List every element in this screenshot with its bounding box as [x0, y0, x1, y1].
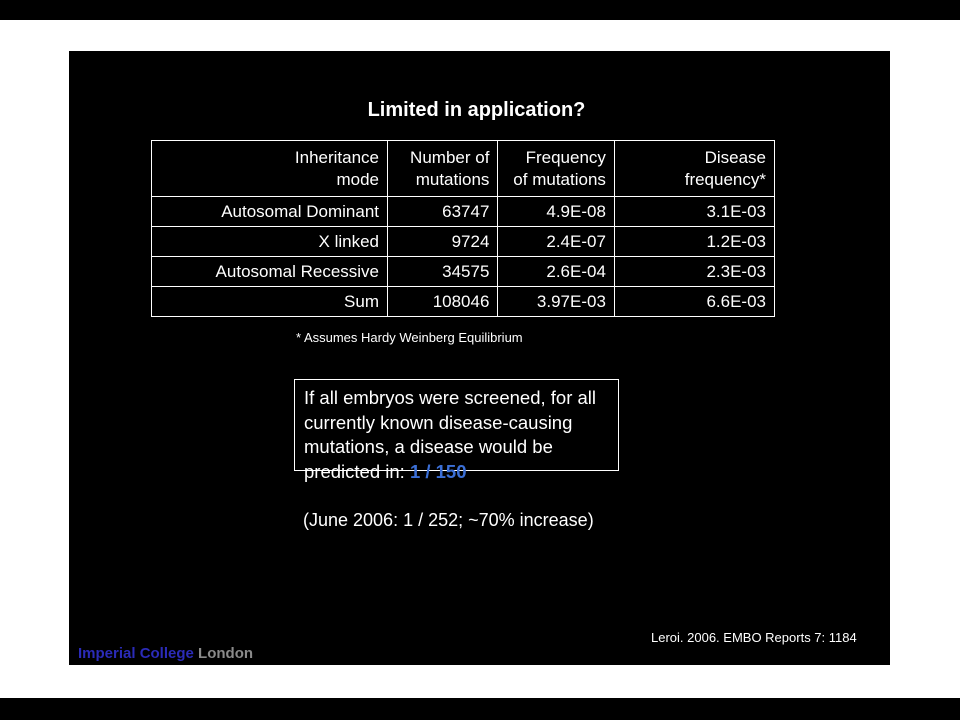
logo-imperial-college: Imperial College: [78, 645, 194, 662]
header-line: Inheritance: [294, 147, 380, 167]
comparison-note: (June 2006: 1 / 252; ~70% increase): [303, 510, 594, 530]
callout-prefix: predicted in:: [304, 460, 410, 482]
table-cell: 3.1E-03: [614, 197, 774, 227]
bottom-letterbox-band: [0, 698, 960, 720]
header-inheritance-mode: [152, 141, 388, 197]
mutation-table: [151, 140, 775, 317]
table-cell: Autosomal Recessive: [152, 257, 388, 287]
header-frequency-of-mutations: [498, 141, 614, 197]
table-cell: 2.3E-03: [614, 257, 774, 287]
table-cell: 2.6E-04: [498, 257, 614, 287]
table-cell-total-disease-frequency: 6.6E-03: [614, 287, 774, 317]
table-row-sum: [152, 287, 775, 317]
table-row: [152, 197, 775, 227]
header-disease-frequency: [614, 141, 774, 197]
callout-line: currently known disease-causing: [304, 411, 573, 433]
header-line: mode: [336, 169, 380, 189]
callout-line: If all embryos were screened, for all: [304, 387, 597, 408]
table-cell: 1.2E-03: [614, 227, 774, 257]
citation: Leroi. 2006. EMBO Reports 7: 1184: [651, 630, 857, 645]
table-cell: 4.9E-08: [498, 197, 614, 227]
footnote: * Assumes Hardy Weinberg Equilibrium: [296, 330, 523, 345]
header-line: Frequency: [525, 147, 606, 167]
header-line: frequency*: [684, 169, 766, 189]
header-line: mutations: [415, 169, 490, 189]
table-cell: 108046: [388, 287, 498, 317]
table-cell: 2.4E-07: [498, 227, 614, 257]
imperial-college-logo: [78, 645, 253, 662]
slide-title: Limited in application?: [367, 99, 586, 121]
table-cell: Sum: [152, 287, 388, 317]
table-header-row: [152, 141, 775, 197]
slide: [69, 51, 890, 665]
top-letterbox-band: [0, 0, 960, 20]
table-cell: X linked: [152, 227, 388, 257]
callout-line: [304, 460, 610, 485]
table-row: [152, 227, 775, 257]
table-cell: 34575: [388, 257, 498, 287]
table-row: [152, 257, 775, 287]
header-number-of-mutations: [388, 141, 498, 197]
callout-box: [294, 379, 619, 482]
header-line: Disease: [704, 147, 766, 167]
table-cell: 63747: [388, 197, 498, 227]
header-line: of mutations: [513, 169, 606, 189]
table-cell: 9724: [388, 227, 498, 257]
predicted-rate: 1 / 150: [409, 460, 467, 482]
logo-london: London: [198, 645, 254, 662]
table-cell: 3.97E-03: [498, 287, 614, 317]
header-line: Number of: [410, 147, 490, 167]
callout-line: mutations, a disease would be: [304, 436, 553, 457]
table-cell: Autosomal Dominant: [152, 197, 388, 227]
